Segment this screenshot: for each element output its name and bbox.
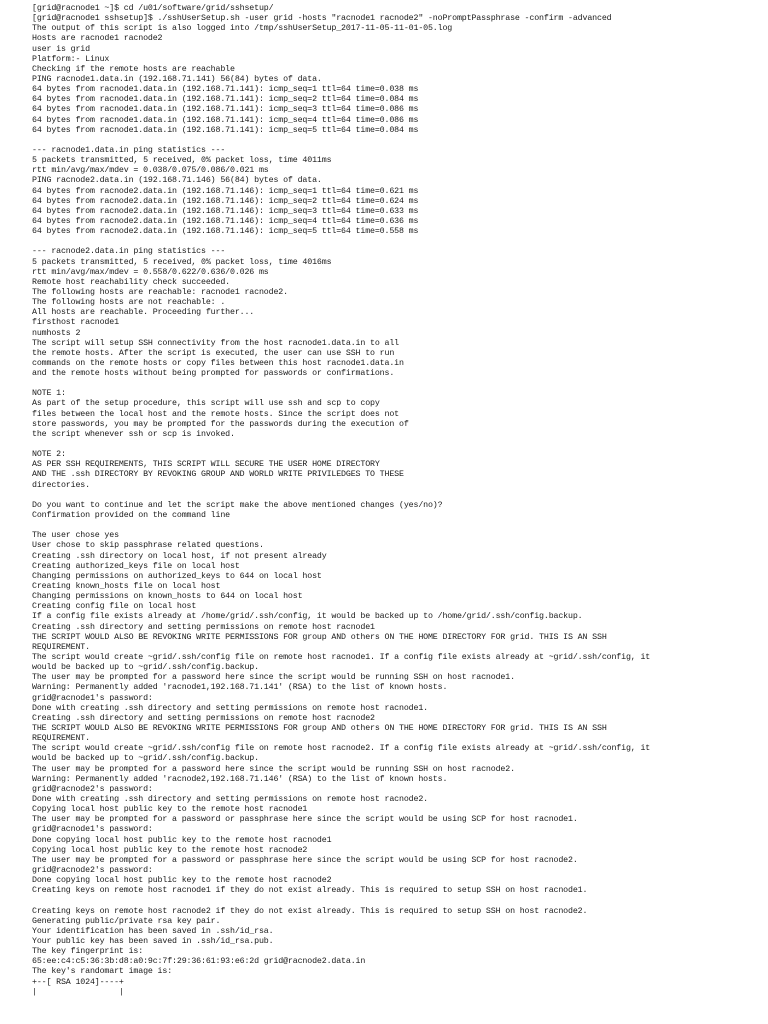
terminal-line: Your public key has been saved in .ssh/id_rsa.pub. bbox=[32, 936, 274, 946]
terminal-line: 64 bytes from racnode2.data.in (192.168.71.146): icmp_seq=5 ttl=64 time=0.558 ms bbox=[32, 227, 419, 237]
terminal-output bbox=[32, 4, 768, 998]
terminal-line: Creating keys on remote host racnode1 if they do not exist already. This is required to setup SSH on host racnode1. bbox=[32, 886, 588, 896]
terminal-line: The script would create ~grid/.ssh/config file on remote host racnode2. If a config file exists already at ~grid/.ssh/config, it bbox=[32, 744, 651, 754]
terminal-line: Creating keys on remote host racnode2 if they do not exist already. This is required to setup SSH on host racnode2. bbox=[32, 906, 588, 916]
terminal-line: The output of this script is also logged into /tmp/sshUserSetup_2017-11-05-11-01-05.log bbox=[32, 24, 453, 34]
terminal-line: Copying local host public key to the remote host racnode2 bbox=[32, 845, 308, 855]
terminal-line: numhosts 2 bbox=[32, 328, 81, 338]
terminal-line: NOTE 2: bbox=[32, 450, 66, 460]
terminal-line: store passwords, you may be prompted for the passwords during the execution of bbox=[32, 419, 409, 429]
terminal-line: Creating .ssh directory and setting permissions on remote host racnode2 bbox=[32, 713, 375, 723]
terminal-line: AND THE .ssh DIRECTORY BY REVOKING GROUP AND WORLD WRITE PRIVILEDGES TO THESE bbox=[32, 470, 404, 480]
terminal-line: 64 bytes from racnode2.data.in (192.168.71.146): icmp_seq=4 ttl=64 time=0.636 ms bbox=[32, 216, 419, 226]
terminal-line: Creating config file on local host bbox=[32, 602, 197, 612]
terminal-line: rtt min/avg/max/mdev = 0.558/0.622/0.636/0.026 ms bbox=[32, 267, 269, 277]
terminal-line: grid@racnode1's password: bbox=[32, 825, 153, 835]
terminal-line: 64 bytes from racnode2.data.in (192.168.71.146): icmp_seq=2 ttl=64 time=0.624 ms bbox=[32, 196, 419, 206]
terminal-line: THE SCRIPT WOULD ALSO BE REVOKING WRITE PERMISSIONS FOR group AND others ON THE HOME DIRECTORY FOR grid. THIS IS AN SSH bbox=[32, 723, 607, 733]
terminal-line bbox=[32, 379, 768, 389]
terminal-line bbox=[32, 440, 768, 450]
terminal-line: Remote host reachability check succeeded. bbox=[32, 277, 230, 287]
terminal-line: Done with creating .ssh directory and setting permissions on remote host racnode2. bbox=[32, 794, 428, 804]
terminal-line: User chose to skip passphrase related questions. bbox=[32, 541, 264, 551]
terminal-line: THE SCRIPT WOULD ALSO BE REVOKING WRITE PERMISSIONS FOR group AND others ON THE HOME DIRECTORY FOR grid. THIS IS AN SSH bbox=[32, 632, 607, 642]
terminal-line: directories. bbox=[32, 480, 90, 490]
terminal-line: The script will setup SSH connectivity from the host racnode1.data.in to all bbox=[32, 338, 400, 348]
terminal-line: The user may be prompted for a password or passphrase here since the script would be using SCP for host racnode1. bbox=[32, 815, 578, 825]
terminal-line: The user chose yes bbox=[32, 531, 119, 541]
terminal-line: AS PER SSH REQUIREMENTS, THIS SCRIPT WILL SECURE THE USER HOME DIRECTORY bbox=[32, 460, 380, 470]
terminal-line bbox=[32, 237, 768, 247]
terminal-line: Creating known_hosts file on local host bbox=[32, 582, 221, 592]
terminal-line: The following hosts are not reachable: . bbox=[32, 298, 226, 308]
terminal-line: the remote hosts. After the script is executed, the user can use SSH to run bbox=[32, 348, 395, 358]
terminal-line: As part of the setup procedure, this script will use ssh and scp to copy bbox=[32, 399, 380, 409]
terminal-line: would be backed up to ~grid/.ssh/config.backup. bbox=[32, 754, 259, 764]
terminal-line: Do you want to continue and let the script make the above mentioned changes (yes/no)? bbox=[32, 500, 443, 510]
terminal-line: grid@racnode2's password: bbox=[32, 784, 153, 794]
terminal-line bbox=[32, 136, 768, 146]
terminal-line: The user may be prompted for a password here since the script would be running SSH on host racnode1. bbox=[32, 673, 515, 683]
terminal-line: Done copying local host public key to the remote host racnode2 bbox=[32, 876, 332, 886]
terminal-line: Checking if the remote hosts are reachable bbox=[32, 64, 235, 74]
terminal-line: Changing permissions on authorized_keys to 644 on local host bbox=[32, 571, 322, 581]
terminal-line: commands on the remote hosts or copy files between this host racnode1.data.in bbox=[32, 358, 404, 368]
terminal-line: Warning: Permanently added 'racnode1,192.168.71.141' (RSA) to the list of known hosts. bbox=[32, 683, 448, 693]
terminal-line bbox=[32, 521, 768, 531]
terminal-line: The key's randomart image is: bbox=[32, 967, 173, 977]
terminal-line: and the remote hosts without being prompted for passwords or confirmations. bbox=[32, 369, 395, 379]
terminal-line: REQUIREMENT. bbox=[32, 642, 90, 652]
terminal-line: firsthost racnode1 bbox=[32, 318, 119, 328]
terminal-line: PING racnode2.data.in (192.168.71.146) 56(84) bytes of data. bbox=[32, 176, 322, 186]
terminal-line: 5 packets transmitted, 5 received, 0% packet loss, time 4011ms bbox=[32, 156, 332, 166]
terminal-line: The key fingerprint is: bbox=[32, 947, 144, 957]
terminal-line: The user may be prompted for a password here since the script would be running SSH on host racnode2. bbox=[32, 764, 515, 774]
terminal-line: PING racnode1.data.in (192.168.71.141) 56(84) bytes of data. bbox=[32, 74, 322, 84]
terminal-line: NOTE 1: bbox=[32, 389, 66, 399]
terminal-line: If a config file exists already at /home/grid/.ssh/config, it would be backed up to /home/grid/.ssh/config.backup. bbox=[32, 612, 583, 622]
terminal-line: Creating authorized_keys file on local host bbox=[32, 561, 240, 571]
terminal-line: Done copying local host public key to the remote host racnode1 bbox=[32, 835, 332, 845]
terminal-line: The script would create ~grid/.ssh/config file on remote host racnode1. If a config file exists already at ~grid/.ssh/config, it bbox=[32, 653, 651, 662]
terminal-line: REQUIREMENT. bbox=[32, 734, 90, 744]
terminal-line: 64 bytes from racnode1.data.in (192.168.71.141): icmp_seq=4 ttl=64 time=0.086 ms bbox=[32, 115, 419, 125]
terminal-line: 65:ee:c4:c5:36:3b:d8:a0:9c:7f:29:36:61:93:e6:2d grid@racnode2.data.in bbox=[32, 957, 366, 967]
terminal-line: rtt min/avg/max/mdev = 0.038/0.075/0.086/0.021 ms bbox=[32, 166, 269, 176]
terminal-line: user is grid bbox=[32, 44, 90, 54]
terminal-line: [grid@racnode1 ~]$ cd /u01/software/grid/sshsetup/ bbox=[32, 4, 274, 13]
terminal-line: Copying local host public key to the remote host racnode1 bbox=[32, 805, 308, 815]
terminal-line: grid@racnode1's password: bbox=[32, 693, 153, 703]
terminal-line: 64 bytes from racnode1.data.in (192.168.71.141): icmp_seq=1 ttl=64 time=0.038 ms bbox=[32, 85, 419, 95]
terminal-line: the script whenever ssh or scp is invoked. bbox=[32, 429, 235, 439]
terminal-line: 64 bytes from racnode2.data.in (192.168.71.146): icmp_seq=1 ttl=64 time=0.621 ms bbox=[32, 186, 419, 196]
terminal-line: The user may be prompted for a password or passphrase here since the script would be using SCP for host racnode2. bbox=[32, 855, 578, 865]
terminal-line: --- racnode1.data.in ping statistics --- bbox=[32, 145, 226, 155]
terminal-line: The following hosts are reachable: racnode1 racnode2. bbox=[32, 287, 288, 297]
terminal-line: 64 bytes from racnode2.data.in (192.168.71.146): icmp_seq=3 ttl=64 time=0.633 ms bbox=[32, 206, 419, 216]
terminal-line: Confirmation provided on the command line bbox=[32, 511, 230, 521]
terminal-line: 64 bytes from racnode1.data.in (192.168.71.141): icmp_seq=5 ttl=64 time=0.084 ms bbox=[32, 125, 419, 135]
terminal-line: All hosts are reachable. Proceeding further... bbox=[32, 308, 255, 318]
terminal-line: +--[ RSA 1024]----+ bbox=[32, 977, 124, 987]
terminal-line: grid@racnode2's password: bbox=[32, 865, 153, 875]
terminal-line: would be backed up to ~grid/.ssh/config.backup. bbox=[32, 663, 259, 673]
terminal-line: Creating .ssh directory on local host, if not present already bbox=[32, 551, 327, 561]
terminal-line: Creating .ssh directory and setting permissions on remote host racnode1 bbox=[32, 622, 375, 632]
terminal-line: 64 bytes from racnode1.data.in (192.168.71.141): icmp_seq=2 ttl=64 time=0.084 ms bbox=[32, 95, 419, 105]
terminal-line: Hosts are racnode1 racnode2 bbox=[32, 34, 163, 44]
terminal-line: --- racnode2.data.in ping statistics --- bbox=[32, 247, 226, 257]
terminal-line: files between the local host and the remote hosts. Since the script does not bbox=[32, 409, 400, 419]
terminal-line: 64 bytes from racnode1.data.in (192.168.71.141): icmp_seq=3 ttl=64 time=0.086 ms bbox=[32, 105, 419, 115]
terminal-line bbox=[32, 896, 768, 906]
terminal-line: Platform:- Linux bbox=[32, 54, 110, 64]
terminal-line: [grid@racnode1 sshsetup]$ ./sshUserSetup.sh -user grid -hosts "racnode1 racnode2" -noPromptPassphrase -confirm -advanced bbox=[32, 14, 612, 24]
terminal-line: | | bbox=[32, 987, 124, 997]
terminal-line: Your identification has been saved in .ssh/id_rsa. bbox=[32, 926, 274, 936]
terminal-line bbox=[32, 491, 768, 501]
terminal-line: Done with creating .ssh directory and setting permissions on remote host racnode1. bbox=[32, 703, 428, 713]
terminal-line: 5 packets transmitted, 5 received, 0% packet loss, time 4016ms bbox=[32, 257, 332, 267]
terminal-line: Warning: Permanently added 'racnode2,192.168.71.146' (RSA) to the list of known hosts. bbox=[32, 774, 448, 784]
terminal-line: Changing permissions on known_hosts to 644 on local host bbox=[32, 592, 303, 602]
terminal-line: Generating public/private rsa key pair. bbox=[32, 916, 221, 926]
